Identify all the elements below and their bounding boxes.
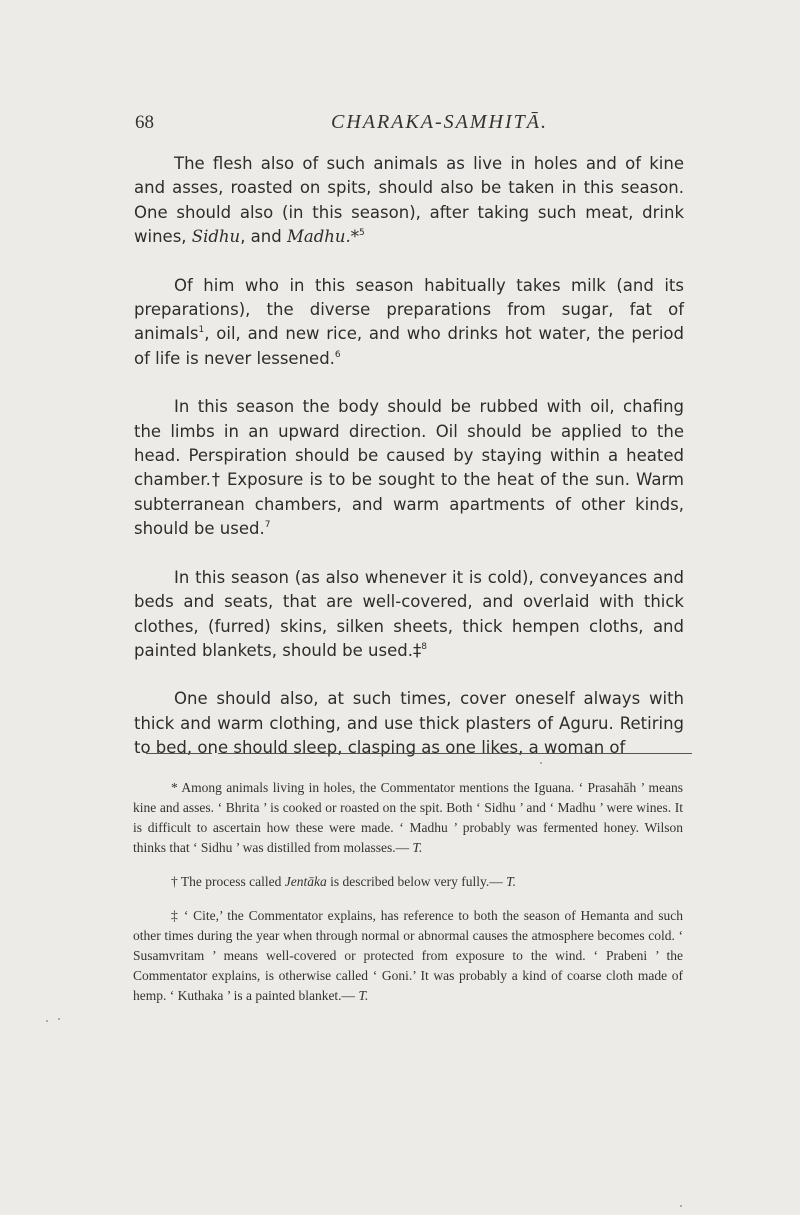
translator-signature: T. <box>506 874 517 889</box>
term-madhu: Madhu.* <box>286 227 360 247</box>
paper-speck <box>46 1020 48 1022</box>
term-jentaka: Jentāka <box>284 874 327 889</box>
footnotes <box>133 778 683 1020</box>
paper-speck <box>680 1205 682 1207</box>
paragraph-conveyances-and-beds: In this season (as also whenever it is cold), conveyances and beds and seats, that are well-covered, and overlaid with thick clothes, (furred) skins, silken sheets, thick hempen cloths, and painted blankets, should be used.‡$^8$ <box>134 567 684 660</box>
term-sidhu: Sidhu <box>191 227 241 247</box>
paper-speck <box>58 1018 60 1020</box>
reference-mark: 6 <box>334 349 341 360</box>
reference-mark: 8 <box>421 641 427 652</box>
reference-mark: 1 <box>198 325 205 336</box>
paragraph-milk-and-preparations: Of him who in this season habitually takes milk (and its preparations), the diverse preparations from sugar, fat of animals$^1$, oil, and new rice, and who drinks hot water, the period of life is never lessened.$^6$ <box>134 275 684 368</box>
paper-speck <box>540 762 542 764</box>
footnote-jentaka: † The process called Jentāka is described below very fully.— T. <box>171 874 517 889</box>
main-text <box>134 152 684 761</box>
translator-signature: T. <box>412 840 423 855</box>
running-title: CHARAKA-SAMHITĀ. <box>331 111 548 133</box>
paragraph-oil-and-perspiration: In this season the body should be rubbed with oil, chafing the limbs in an upward direction. Oil should be applied to the head. Perspiration should be caused by staying within a heated chamber.† Exposure is to be sought to the heat of the sun. Warm subterranean chambers, and warm apartments of other kinds, should be used.$^7$ <box>134 397 684 539</box>
reference-mark: 7 <box>264 520 271 531</box>
paragraph-warm-clothing: One should also, at such times, cover oneself always with thick and warm clothing, and use thick plasters of Aguru. Retiring to bed, one should sleep, clasping as one likes, a woman of <box>134 689 684 758</box>
footnote-cite-hemanta: ‡ ‘ Cite,’ the Commentator explains, has reference to both the season of Hemanta and such other times during the year when through normal or abnormal causes the atmosphere becomes cold. ‘ Susamvritam ’ means well-covered or protected from exposure to the wind. ‘ Prabeni ’ the Commentator explains, is otherwise called ‘ Goni.’ It was probably a kind of coarse cloth made of hemp. ‘ Kuthaka ’ is a painted blanket.— T. <box>133 908 683 1003</box>
reference-mark: 5 <box>359 228 365 239</box>
footnote-rule-short <box>146 753 212 754</box>
paragraph-flesh-of-animals: The flesh also of such animals as live in holes and of kine and asses, roasted on spits, should also be taken in this season. One should also (in this season), after taking such meat, drink wines, Sidhu, and Madhu.*$^5$ <box>134 154 684 247</box>
page-number: 68 <box>135 112 154 133</box>
page-header <box>135 112 683 142</box>
footnote-animals-in-holes: * Among animals living in holes, the Commentator mentions the Iguana. ‘ Prasahāh ’ means kine and asses. ‘ Bhrita ’ is cooked or roasted on the spit. Both ‘ Sidhu ’ and ‘ Madhu ’ were wines. It is difficult to ascertain how these were made. ‘ Madhu ’ probably was fermented honey. Wilson thinks that ‘ Sidhu ’ was distilled from molasses.— T. <box>133 780 683 855</box>
translator-signature: T. <box>358 988 369 1003</box>
footnote-rule-long <box>218 753 692 754</box>
